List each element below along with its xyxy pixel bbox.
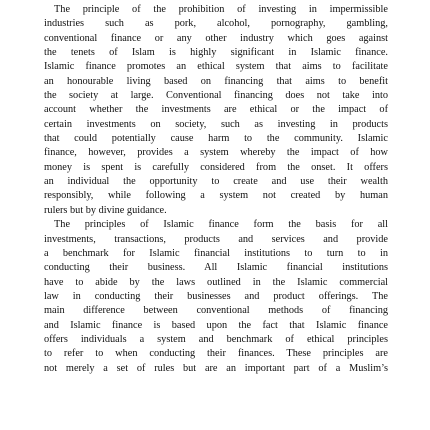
- document-page: [44, 3, 388, 376]
- text-line: an honourable living based on financing that aims to benefit: [44, 75, 388, 87]
- text-line: responsibly, while following a system not created by human: [44, 190, 388, 202]
- text-line: the society at large. Conventional financing does not take into: [44, 90, 388, 102]
- text-line: certain investments on society, such as investing in products: [44, 118, 388, 130]
- text-line: rulers but by divine guidance.: [44, 204, 167, 216]
- text-line: and Islamic finance is based upon the fact that Islamic finance: [44, 319, 388, 331]
- text-line: have to abide by the laws outlined in the Islamic commercial: [44, 276, 388, 288]
- text-line: that could potentially cause harm to the community. Islamic: [44, 133, 388, 145]
- text-line: offers individuals a system and benchmark of ethical principles: [44, 333, 388, 345]
- text-line: main difference between conventional methods of financing: [44, 305, 388, 317]
- text-line: the tenets of Islam is highly significant in Islamic finance.: [44, 47, 388, 59]
- paragraph-2: [44, 218, 388, 376]
- text-line: not merely a set of rules but are an important part of a Muslim’s: [44, 362, 388, 374]
- paragraph-1: [44, 3, 388, 218]
- text-line: an individual the opportunity to create and use their wealth: [44, 176, 388, 188]
- text-line: a benchmark for Islamic financial institutions to turn to in: [44, 247, 388, 259]
- text-line: law in conducting their businesses and product offerings. The: [44, 290, 388, 302]
- text-line: conventional finance or any other industry which goes against: [44, 32, 388, 44]
- text-line: The principles of Islamic finance form the basis for all: [54, 219, 388, 231]
- text-line: conducting their business. All Islamic financial institutions: [44, 262, 388, 274]
- text-line: Islamic finance promotes an ethical system that aims to facilitate: [44, 61, 388, 73]
- text-line: account whether the investments are ethical or the impact of: [44, 104, 388, 116]
- text-line: investments, transactions, products and services and provide: [44, 233, 388, 245]
- text-line: industries such as pork, alcohol, pornography, gambling,: [44, 18, 388, 30]
- text-line: finance, however, provides a system whereby the impact of how: [44, 147, 388, 159]
- text-line: to refer to when conducting their finances. These principles are: [44, 348, 388, 360]
- text-line: money is spent is carefully considered from the onset. It offers: [44, 161, 388, 173]
- text-line: The principle of the prohibition of investing in impermissible: [54, 4, 388, 15]
